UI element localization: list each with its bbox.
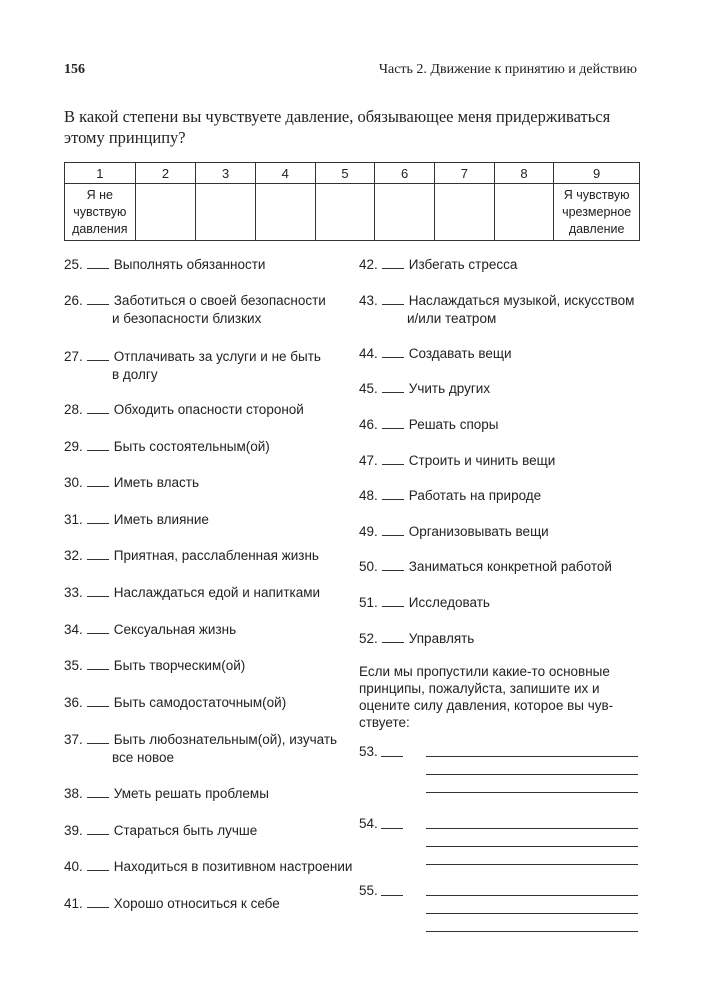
principle-item: [359, 522, 649, 541]
principle-item: [64, 255, 364, 274]
rating-blank[interactable]: [87, 656, 109, 670]
rating-blank[interactable]: [87, 894, 109, 908]
principle-item: [359, 379, 649, 398]
item-text: Выполнять обязанности: [113, 257, 266, 272]
principle-item: [359, 255, 649, 274]
principle-item: [64, 583, 364, 602]
principle-item: [359, 557, 649, 576]
principle-item: [64, 784, 364, 803]
item-text: Приятная, расслабленная жизнь: [113, 548, 319, 563]
item-text: Организовывать вещи: [408, 524, 549, 539]
scale-number-2: 2: [135, 163, 196, 184]
item-text: Решать споры: [408, 417, 499, 432]
item-number: 27.: [64, 349, 83, 364]
principle-item: [64, 400, 364, 419]
scale-cell[interactable]: [255, 184, 315, 241]
write-in-line[interactable]: [426, 913, 638, 914]
item-text: Хорошо относиться к себе: [113, 896, 280, 911]
item-number: 53.: [359, 744, 378, 759]
rating-blank[interactable]: [381, 828, 403, 829]
item-text-continued: и безопасности близких: [112, 311, 262, 326]
item-text-continued: все новое: [112, 750, 175, 765]
principle-item: [64, 437, 364, 456]
write-in-line[interactable]: [426, 756, 638, 757]
scale-number-6: 6: [375, 163, 435, 184]
item-text: Наслаждаться музыкой, искусством: [408, 293, 635, 308]
scale-low-label-line: чувствую: [73, 204, 127, 219]
item-number: 33.: [64, 585, 83, 600]
scale-number-5: 5: [315, 163, 375, 184]
item-text: Управлять: [408, 631, 475, 646]
rating-blank[interactable]: [87, 620, 109, 634]
rating-blank[interactable]: [87, 784, 109, 798]
item-number: 29.: [64, 439, 83, 454]
rating-blank[interactable]: [382, 557, 404, 571]
rating-blank[interactable]: [382, 415, 404, 429]
principle-item: [64, 620, 364, 639]
scale-number-4: 4: [255, 163, 315, 184]
scale-low-label-line: Я не: [86, 187, 113, 202]
principle-item: [64, 546, 364, 565]
item-number: 42.: [359, 257, 378, 272]
item-number: 32.: [64, 548, 83, 563]
rating-blank[interactable]: [382, 344, 404, 358]
item-text: Исследовать: [408, 595, 490, 610]
item-text-continued: и/или театром: [407, 311, 497, 326]
principle-item: [64, 821, 364, 840]
rating-blank[interactable]: [87, 693, 109, 707]
principle-item: [359, 486, 649, 505]
rating-blank[interactable]: [382, 379, 404, 393]
rating-blank[interactable]: [382, 291, 404, 305]
rating-blank[interactable]: [382, 255, 404, 269]
item-text: Сексуальная жизнь: [113, 622, 237, 637]
item-number: 47.: [359, 453, 378, 468]
principle-item: [359, 291, 649, 328]
item-number: 45.: [359, 381, 378, 396]
item-number: 25.: [64, 257, 83, 272]
write-in-line[interactable]: [426, 895, 638, 896]
item-number: 38.: [64, 786, 83, 801]
principle-item: [359, 344, 649, 363]
rating-blank[interactable]: [382, 629, 404, 643]
item-text: Наслаждаться едой и напитками: [113, 585, 321, 600]
item-text-continued: в долгу: [112, 367, 158, 382]
running-header: Часть 2. Движение к принятию и действию: [378, 62, 637, 77]
scale-cell[interactable]: [315, 184, 375, 241]
item-text: Учить других: [408, 381, 491, 396]
principle-item: [64, 730, 364, 767]
rating-blank[interactable]: [87, 400, 109, 414]
write-in-line[interactable]: [426, 828, 638, 829]
scale-number-9: 9: [554, 163, 640, 184]
rating-blank[interactable]: [87, 583, 109, 597]
item-number: 49.: [359, 524, 378, 539]
item-number: 46.: [359, 417, 378, 432]
instruction-line: ствуете:: [359, 715, 410, 730]
rating-blank[interactable]: [382, 451, 404, 465]
rating-blank[interactable]: [381, 756, 403, 757]
principle-item: [64, 510, 364, 529]
rating-blank[interactable]: [87, 255, 109, 269]
item-number: 55.: [359, 883, 378, 898]
scale-low-label-line: давления: [72, 221, 128, 236]
item-text: Быть любознательным(ой), изучать: [113, 732, 338, 747]
write-in-line[interactable]: [426, 864, 638, 865]
item-text: Отплачивать за услуги и не быть: [113, 349, 321, 364]
item-number: 48.: [359, 488, 378, 503]
item-text: Быть творческим(ой): [113, 658, 246, 673]
principle-item: [359, 415, 649, 434]
item-number: 30.: [64, 475, 83, 490]
scale-low-label: [65, 184, 136, 241]
scale-high-label: [554, 184, 640, 241]
principle-item: [64, 347, 364, 384]
rating-blank[interactable]: [87, 510, 109, 524]
principle-item: [359, 629, 649, 648]
item-text: Обходить опасности стороной: [113, 402, 304, 417]
scale-cell[interactable]: [494, 184, 554, 241]
scale-high-label-line: чрезмерное: [562, 204, 632, 219]
item-text: Заботиться о своей безопасности: [113, 293, 326, 308]
item-number: 28.: [64, 402, 83, 417]
scale-cell[interactable]: [196, 184, 256, 241]
scale-cell[interactable]: [135, 184, 196, 241]
item-text: Работать на природе: [408, 488, 542, 503]
scale-number-7: 7: [434, 163, 494, 184]
write-in-line[interactable]: [426, 931, 638, 932]
write-in-line[interactable]: [426, 846, 638, 847]
rating-blank[interactable]: [382, 593, 404, 607]
rating-blank[interactable]: [382, 486, 404, 500]
rating-blank[interactable]: [87, 857, 109, 871]
page-number: 156: [64, 62, 85, 77]
item-text: Уметь решать проблемы: [113, 786, 269, 801]
principle-item: [64, 693, 364, 712]
rating-blank[interactable]: [381, 895, 403, 896]
item-number: 54.: [359, 816, 378, 831]
instruction-line: Если мы пропустили какие-то основные: [359, 664, 610, 679]
item-text: Строить и чинить вещи: [408, 453, 556, 468]
question-text: В какой степени вы чувствуете давление, обязывающее меня придерживаться этому принципу?: [64, 107, 611, 147]
rating-blank[interactable]: [87, 437, 109, 451]
write-in-line[interactable]: [426, 774, 638, 775]
item-text: Быть самодостаточным(ой): [113, 695, 287, 710]
principle-item: [64, 656, 364, 675]
scale-number-1: 1: [65, 163, 136, 184]
principle-item: [64, 857, 364, 876]
principle-item: [64, 473, 364, 492]
instruction-line: оцените силу давления, которое вы чув-: [359, 698, 614, 713]
item-number: 36.: [64, 695, 83, 710]
principle-item: [64, 894, 364, 913]
item-number: 52.: [359, 631, 378, 646]
principle-item: [359, 451, 649, 470]
scale-high-label-line: Я чувствую: [563, 187, 630, 202]
item-number: 39.: [64, 823, 83, 838]
write-in-line[interactable]: [426, 792, 638, 793]
rating-blank[interactable]: [382, 522, 404, 536]
instruction-line: принципы, пожалуйста, запишите их и: [359, 681, 600, 696]
rating-blank[interactable]: [87, 821, 109, 835]
item-number: 50.: [359, 559, 378, 574]
rating-blank[interactable]: [87, 347, 109, 361]
scale-cell[interactable]: [434, 184, 494, 241]
item-number: 51.: [359, 595, 378, 610]
scale-cell[interactable]: [375, 184, 435, 241]
item-number: 37.: [64, 732, 83, 747]
item-text: Иметь власть: [113, 475, 200, 490]
principle-item: [64, 291, 364, 328]
item-text: Избегать стресса: [408, 257, 518, 272]
item-number: 41.: [64, 896, 83, 911]
item-number: 43.: [359, 293, 378, 308]
rating-blank[interactable]: [87, 473, 109, 487]
scale-number-3: 3: [196, 163, 256, 184]
scale-number-8: 8: [494, 163, 554, 184]
item-number: 26.: [64, 293, 83, 308]
rating-blank[interactable]: [87, 291, 109, 305]
item-text: Иметь влияние: [113, 512, 209, 527]
principle-item: [359, 593, 649, 612]
pressure-scale-table: [64, 162, 640, 241]
item-text: Заниматься конкретной работой: [408, 559, 612, 574]
item-text: Создавать вещи: [408, 346, 512, 361]
rating-blank[interactable]: [87, 546, 109, 560]
rating-blank[interactable]: [87, 730, 109, 744]
item-number: 35.: [64, 658, 83, 673]
item-number: 31.: [64, 512, 83, 527]
scale-high-label-line: давление: [568, 221, 625, 236]
item-text: Быть состоятельным(ой): [113, 439, 270, 454]
item-number: 34.: [64, 622, 83, 637]
item-number: 44.: [359, 346, 378, 361]
item-text: Находиться в позитивном настроении: [113, 859, 353, 874]
item-number: 40.: [64, 859, 83, 874]
write-in-instructions: [359, 663, 639, 731]
item-text: Стараться быть лучше: [113, 823, 258, 838]
